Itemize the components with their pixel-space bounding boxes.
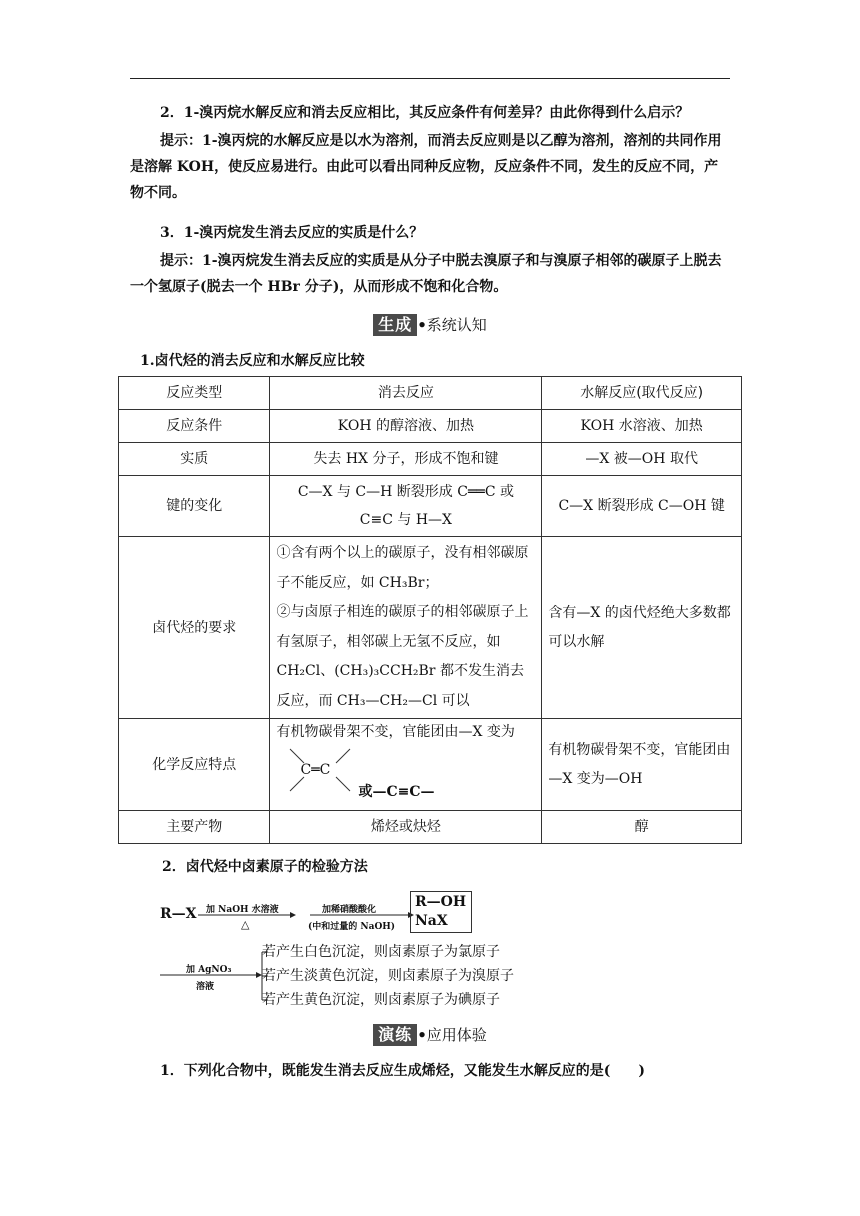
table-cell: KOH 水溶液、加热: [542, 410, 742, 443]
hint-2: 提示：1-溴丙烷的水解反应是以水为溶剂，而消去反应则是以乙醇为溶剂，溶剂的共同作用是溶解 KOH，使反应易进行。由此可以看出同种反应物，反应条件不同，发生的反应不同，产物不同。: [130, 133, 722, 201]
table-row: [119, 476, 742, 537]
table-row: [119, 410, 742, 443]
row-label: 实质: [119, 443, 270, 476]
result-bromide: 若产生淡黄色沉淀，则卤素原子为溴原子: [262, 968, 514, 984]
method-title: 2．卤代烃中卤素原子的检验方法: [162, 859, 368, 875]
product-box: R—OH NaX: [410, 891, 472, 933]
table-cell: C—X 与 C—H 断裂形成 C══C 或 C≡C 与 H—X: [270, 476, 542, 537]
section-header-practice: 演练 •应用体验: [0, 1024, 860, 1046]
row-label: 化学反应特点: [119, 719, 270, 811]
heat-symbol: △: [241, 918, 250, 931]
header-cell: 反应类型: [119, 377, 270, 410]
header-cell: 水解反应(取代反应): [542, 377, 742, 410]
result-chloride: 若产生白色沉淀，则卤素原子为氯原子: [262, 944, 500, 960]
table-cell: ①含有两个以上的碳原子，没有相邻碳原子不能反应，如 CH₃Br； ②与卤原子相连的碳原子的相邻碳原子上有氢原子，相邻碳上无氢不反应，如 CH₂Cl、(CH₃)₃CCH₂Br 都不发生消去反应，而 CH₃—CH₂—Cl 可以: [270, 537, 542, 719]
table-cell: —X 被—OH 取代: [542, 443, 742, 476]
table-header-row: [119, 377, 742, 410]
exercise-1: 1．下列化合物中，既能发生消去反应生成烯烃，又能发生水解反应的是( ): [160, 1063, 645, 1079]
section-title: 应用体验: [426, 1026, 487, 1044]
section-title: 系统认知: [426, 316, 487, 334]
question-2: 2．1-溴丙烷水解反应和消去反应相比，其反应条件有何差异？由此你得到什么启示？: [160, 105, 690, 121]
row-label: 卤代烃的要求: [119, 537, 270, 719]
flow-arrows-row2: [160, 940, 270, 1010]
row-label: 反应条件: [119, 410, 270, 443]
step3-note: 溶液: [196, 982, 215, 992]
step2-note: (中和过量的 NaOH): [308, 922, 396, 932]
table-row: [119, 443, 742, 476]
step2-reagent: 加稀硝酸酸化: [322, 905, 377, 915]
step3-reagent: 加 AgNO₃: [186, 965, 232, 975]
table-cell: 有机物碳骨架不变，官能团由—X 变为—OH: [542, 719, 742, 811]
row-label: 键的变化: [119, 476, 270, 537]
section-tag: 生成: [373, 314, 417, 336]
table-row: [119, 537, 742, 719]
table-row: [119, 811, 742, 844]
table-cell: KOH 的醇溶液、加热: [270, 410, 542, 443]
table-cell: 含有—X 的卤代烃绝大多数都可以水解: [542, 537, 742, 719]
section-header-generate: 生成 •系统认知: [0, 314, 860, 336]
table-cell: 烯烃或炔烃: [270, 811, 542, 844]
comparison-table: [118, 376, 742, 844]
table-cell: C—X 断裂形成 C—OH 键: [542, 476, 742, 537]
header-rule: [130, 78, 730, 79]
alkene-structure: C═C 或—C≡C—: [276, 743, 535, 805]
hint-3: 提示：1-溴丙烷发生消去反应的实质是从分子中脱去溴原子和与溴原子相邻的碳原子上脱去一个氢原子(脱去一个 HBr 分子)，从而形成不饱和化合物。: [130, 253, 722, 295]
step1-reagent: 加 NaOH 水溶液: [206, 905, 279, 915]
table-cell: 有机物碳骨架不变，官能团由—X 变为 C═C 或—C≡C—: [270, 719, 542, 811]
table-title: 1.卤代烃的消去反应和水解反应比较: [140, 353, 365, 369]
section-tag: 演练: [373, 1024, 417, 1046]
header-cell: 消去反应: [270, 377, 542, 410]
result-iodide: 若产生黄色沉淀，则卤素原子为碘原子: [262, 992, 500, 1008]
row-label: 主要产物: [119, 811, 270, 844]
table-cell: 失去 HX 分子，形成不饱和键: [270, 443, 542, 476]
reactant: R—X: [160, 906, 197, 922]
table-cell: 醇: [542, 811, 742, 844]
table-row: [119, 719, 742, 811]
question-3: 3．1-溴丙烷发生消去反应的实质是什么？: [160, 225, 424, 241]
